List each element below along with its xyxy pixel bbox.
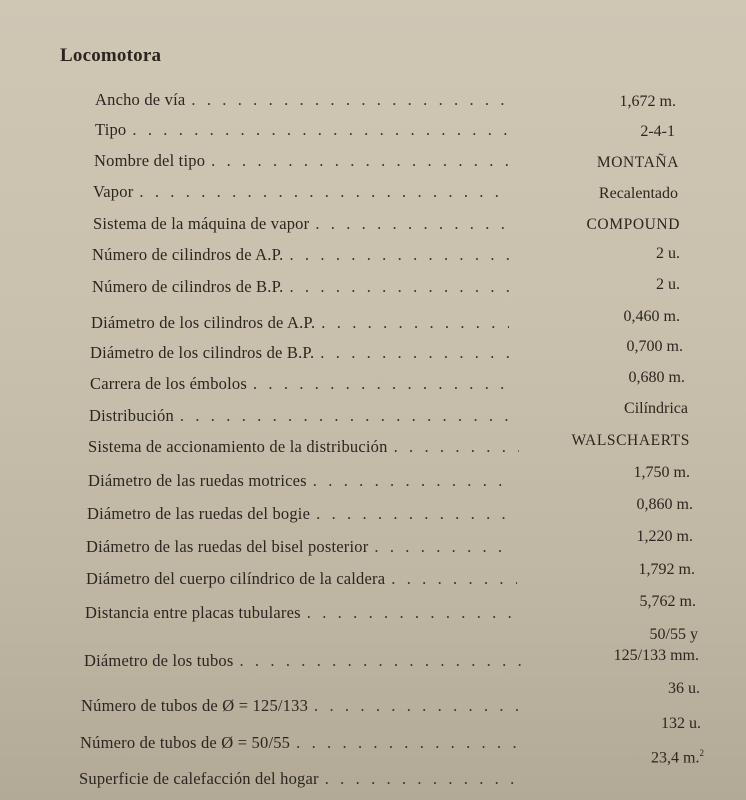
spec-label: Distancia entre placas tubulares	[85, 603, 301, 622]
spec-value-line2: 125/133 mm.	[613, 647, 699, 664]
leader-dots	[132, 120, 509, 140]
spec-value: Recalentado	[598, 185, 678, 202]
superscript-exponent: 2	[699, 748, 704, 758]
spec-label: Ancho de vía	[95, 90, 186, 109]
spec-value: 2 u.	[656, 276, 680, 293]
spec-value: 1,750 m.	[633, 464, 690, 481]
spec-row	[90, 374, 515, 394]
leader-dots	[313, 471, 514, 491]
leader-dots	[180, 406, 509, 426]
spec-value-text: 23,4 m.	[651, 749, 700, 767]
spec-value: WALSCHAERTS	[571, 432, 690, 449]
spec-value: 1,220 m.	[636, 528, 693, 545]
spec-label: Carrera de los émbolos	[90, 374, 247, 393]
spec-label: Diámetro de los cilindros de A.P.	[91, 313, 316, 332]
spec-label: Sistema de accionamiento de la distribución	[88, 437, 388, 456]
spec-value: 1,792 m.	[638, 561, 695, 578]
spec-label: Distribución	[89, 406, 174, 425]
spec-label: Diámetro del cuerpo cilíndrico de la caldera	[86, 569, 386, 588]
spec-value: 0,860 m.	[636, 496, 693, 513]
spec-label: Número de tubos de Ø = 50/55	[80, 733, 291, 752]
spec-value: 0,460 m.	[623, 308, 680, 325]
leader-dots	[391, 569, 517, 589]
spec-label: Diámetro de las ruedas del bisel posterior	[86, 537, 369, 556]
spec-label: Sistema de la máquina de vapor	[93, 214, 310, 233]
spec-label: Número de tubos de Ø = 125/133	[81, 696, 309, 715]
spec-row	[89, 406, 515, 426]
leader-dots	[316, 504, 514, 524]
leader-dots	[289, 245, 509, 265]
leader-dots	[315, 214, 509, 234]
leader-dots	[211, 151, 509, 171]
spec-label: Número de cilindros de A.P.	[92, 245, 284, 264]
spec-value: 2-4-1	[640, 123, 675, 140]
leader-dots	[296, 733, 523, 753]
spec-row	[87, 504, 520, 524]
leader-dots	[307, 603, 517, 623]
section-title: Locomotora	[60, 45, 162, 66]
spec-row	[80, 733, 529, 753]
spec-row	[93, 182, 515, 202]
leader-dots	[325, 769, 520, 789]
spec-label: Diámetro de las ruedas del bogie	[87, 504, 311, 523]
spec-row	[88, 471, 520, 491]
spec-row	[94, 151, 515, 171]
leader-dots	[394, 437, 519, 457]
leader-dots	[191, 90, 509, 110]
spec-row	[81, 696, 529, 716]
spec-row	[79, 769, 526, 789]
spec-value: 0,680 m.	[628, 369, 685, 386]
spec-row	[95, 120, 515, 140]
spec-row	[86, 569, 523, 589]
spec-label: Diámetro de los tubos	[84, 651, 234, 670]
spec-label: Nombre del tipo	[94, 151, 206, 170]
spec-row	[91, 313, 515, 333]
leader-dots	[374, 537, 514, 557]
spec-label: Diámetro de los cilindros de B.P.	[90, 343, 315, 362]
spec-row	[92, 277, 515, 297]
leader-dots	[289, 277, 509, 297]
leader-dots	[320, 343, 509, 363]
spec-value: 36 u.	[668, 680, 700, 697]
spec-row	[85, 603, 523, 623]
spec-value: 2 u.	[656, 245, 680, 262]
spec-row	[95, 90, 515, 110]
spec-value-line1: 50/55 y	[649, 626, 698, 643]
spec-row	[92, 245, 515, 265]
leader-dots	[239, 651, 522, 671]
spec-value: 132 u.	[661, 715, 701, 732]
leader-dots	[314, 696, 523, 716]
spec-value: 0,700 m.	[626, 338, 683, 355]
spec-value: 1,672 m.	[619, 93, 676, 110]
spec-value: Cilíndrica	[624, 400, 688, 417]
spec-value	[651, 748, 704, 767]
spec-label: Número de cilindros de B.P.	[92, 277, 284, 296]
spec-row	[88, 437, 525, 457]
leader-dots	[139, 182, 509, 202]
spec-value: 5,762 m.	[639, 593, 696, 610]
leader-dots	[253, 374, 509, 394]
spec-value: COMPOUND	[586, 216, 680, 233]
spec-label: Tipo	[95, 120, 127, 139]
spec-value: MONTAÑA	[596, 154, 679, 171]
spec-label: Superficie de calefacción del hogar	[79, 769, 319, 788]
spec-row	[84, 651, 528, 671]
spec-label: Diámetro de las ruedas motrices	[88, 471, 307, 490]
spec-row	[93, 214, 515, 234]
leader-dots	[321, 313, 509, 333]
spec-row	[90, 343, 515, 363]
spec-row	[86, 537, 520, 557]
spec-label: Vapor	[93, 182, 134, 201]
